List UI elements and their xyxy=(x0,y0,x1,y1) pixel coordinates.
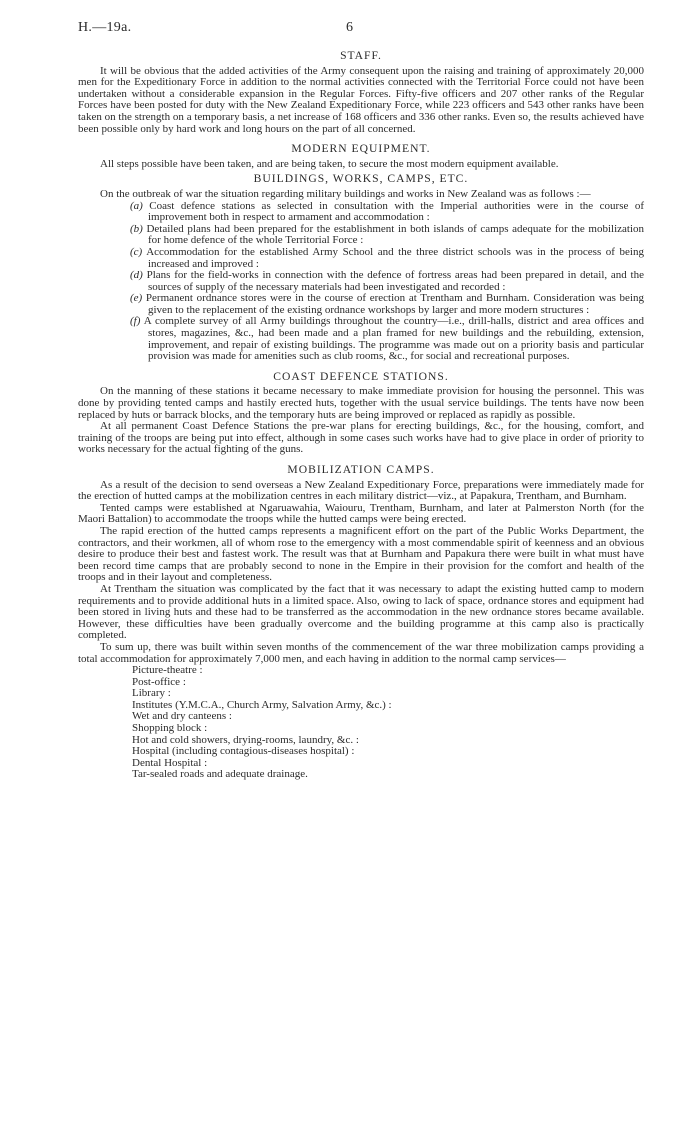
paragraph: On the manning of these stations it became necessary to make immediate provision for housing the personnel. This was done by providing tented camps and hastily erected huts, together with the usual service buildings. The tents have now been replaced by huts or barrack blocks, and the temporary huts are being improved or replaced as rapidly as possible. xyxy=(78,385,644,421)
paragraph: On the outbreak of war the situation regarding military buildings and works in New Zealand was as follows :— xyxy=(100,187,591,200)
item-text: A complete survey of all Army buildings throughout the country—i.e., drill-halls, district and area offices and stores, magazines, &c., had been made and a plan framed for new buildings and the rebuilding, extension, improvement, and repair of existing buildings. The programme was made out on a priority basis and particular provision was made for amenities such as club rooms, &c., for social and recreational purposes. xyxy=(143,315,644,363)
section-staff xyxy=(78,50,644,135)
item-text: Accommodation for the established Army School and the three district schools was in the process of being increased and improved : xyxy=(146,245,644,270)
list-item: Wet and dry canteens : xyxy=(132,710,232,723)
item-letter: (f) xyxy=(130,315,141,328)
item-letter: (e) xyxy=(130,292,143,305)
item-text: Coast defence stations as selected in consultation with the Imperial authorities were in the course of improvement both in respect to armament and accommodation : xyxy=(148,199,644,224)
item-letter: (d) xyxy=(130,269,143,282)
list-item xyxy=(130,316,644,362)
section-modern-equipment xyxy=(78,143,644,170)
list-item: Dental Hospital : xyxy=(132,756,208,769)
paragraph: It will be obvious that the added activities of the Army consequent upon the raising and training of approximately 20,000 men for the Expeditionary Force in addition to the normal activities connected with the Territorial Force could not have been undertaken without a considerable expansion in the Regular Forces. Fifty-five officers and 207 other ranks of the Regular Forces have been posted for duty with the New Zealand Expeditionary Force, while 223 officers and 543 other ranks have been taken on the strength on a temporary basis, a net increase of 168 officers and 336 other ranks. Even so, the results achieved have been possible only by hard work and long hours on the part of all concerned. xyxy=(78,64,644,135)
section-heading: MOBILIZATION CAMPS. xyxy=(287,463,435,476)
paragraph: At Trentham the situation was complicated by the fact that it was necessary to adapt the existing hutted camp to modern requirements and to provide additional huts in a limited space. Also, owing to lack of space, ordnance stores and equipment had been stored in living huts and these had to be transferred as the accommodation in the new ordnance stores became available. However, these difficulties have been gradually overcome and the building programme at this camp also is practically completed. xyxy=(78,582,644,642)
camp-services-list xyxy=(132,665,644,781)
paragraph: At all permanent Coast Defence Stations the pre-war plans for erecting buildings, &c., for the housing, comfort, and training of the troops are being put into effect, although in some cases such works have had to give place in order of priority to works necessary for the actual fighting of the guns. xyxy=(78,420,644,456)
section-heading: BUILDINGS, WORKS, CAMPS, ETC. xyxy=(253,172,469,186)
item-letter: (a) xyxy=(130,199,143,212)
paragraph: As a result of the decision to send overseas a New Zealand Expeditionary Force, preparations were immediately made for the erection of hutted camps at the mobilization centres in each military district—viz., at Papakura, Trentham, and Burnham. xyxy=(78,478,644,503)
paragraph: All steps possible have been taken, and are being taken, to secure the most modern equipment available. xyxy=(100,157,559,170)
section-coast-defence xyxy=(78,371,644,456)
list-item: Hospital (including contagious-diseases hospital) : xyxy=(132,745,355,758)
list-item: Institutes (Y.M.C.A., Church Army, Salvation Army, &c.) : xyxy=(132,698,392,711)
item-letter: (b) xyxy=(130,222,143,235)
list-item xyxy=(130,293,644,316)
page-header xyxy=(78,20,644,42)
document-reference: H.—19a. xyxy=(78,20,132,35)
section-buildings xyxy=(78,173,644,363)
list-item xyxy=(130,270,644,293)
list-item: Picture-theatre : xyxy=(132,664,203,677)
section-heading: STAFF. xyxy=(340,49,382,62)
list-item: Hot and cold showers, drying-rooms, laundry, &c. : xyxy=(132,733,359,746)
buildings-list xyxy=(78,201,644,363)
paragraph: The rapid erection of the hutted camps represents a magnificent effort on the part of the Public Works Department, the contractors, and their workmen, all of whom rose to the emergency with a most commendable spirit of keenness and an obvious desire to produce their best and fastest work. The result was that at Burnham and Papakura there were built in what must have been record time camps that are probably second to none in the Empire in their provision for the comfort and health of the troops and in their layout and completeness. xyxy=(78,524,644,584)
item-text: Permanent ordnance stores were in the course of erection at Trentham and Burnham. Consideration was being given to the replacement of the existing ordnance workshops by larger and more modern structures : xyxy=(145,292,644,316)
paragraph: To sum up, there was built within seven months of the commencement of the war three mobilization camps providing a total accommodation for approximately 7,000 men, and each having in addition to the normal camp services— xyxy=(78,640,644,665)
item-text: Detailed plans had been prepared for the establishment in both islands of camps adequate for the mobilization for home defence of the whole Territorial Force : xyxy=(146,222,645,247)
section-heading: COAST DEFENCE STATIONS. xyxy=(273,369,449,383)
section-heading: MODERN EQUIPMENT. xyxy=(291,142,431,156)
list-item: Tar-sealed roads and adequate drainage. xyxy=(132,768,308,781)
page-number: 6 xyxy=(346,20,353,35)
list-item: Shopping block : xyxy=(132,722,208,735)
list-item xyxy=(130,201,644,224)
item-letter: (c) xyxy=(130,245,143,258)
list-item: Library : xyxy=(132,687,171,700)
list-item xyxy=(130,247,644,270)
list-item xyxy=(130,224,644,247)
section-mobilization-camps xyxy=(78,464,644,781)
paragraph: Tented camps were established at Ngaruawahia, Waiouru, Trentham, Burnham, and later at Palmerston North (for the Maori Battalion) to accommodate the troops while the hutted camps were being erected. xyxy=(78,501,644,526)
item-text: Plans for the field-works in connection with the defence of fortress areas had been prepared in detail, and the sources of supply of the necessary materials had been investigated and recorded : xyxy=(146,269,644,293)
list-item: Post-office : xyxy=(132,675,186,688)
